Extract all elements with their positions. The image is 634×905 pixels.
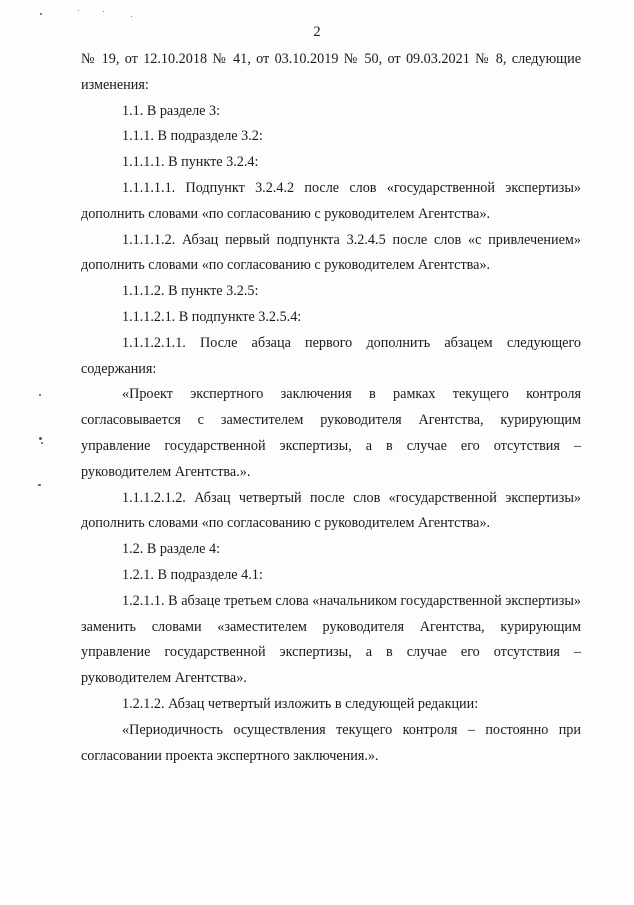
scan-speck bbox=[39, 394, 41, 396]
scan-speck bbox=[78, 10, 79, 11]
paragraph: 1.1.1.1.1. Подпункт 3.2.4.2 после слов «государственной экспертизы» дополнить словами «по согласованию с руководителем Агентства». bbox=[81, 179, 581, 222]
quoted-paragraph: «Проект экспертного заключения в рамках текущего контроля согласовывается с заместителем руководителя Агентства, курирующим управление государственной экспертизы, а в случае его отсутствия – руководителем Агентства.». bbox=[81, 386, 581, 480]
paragraph: 1.1.1.2. В пункте 3.2.5: bbox=[122, 283, 259, 300]
scan-speck bbox=[40, 13, 42, 15]
paragraph: 1.2.1.1. В абзаце третьем слова «начальником государственной экспертизы» заменить словами «заместителем руководителя Агентства, курирующим управление государственной экспертизы, а в случае его отсутствия – руководителем Агентства». bbox=[81, 592, 581, 687]
paragraph: 1.2.1. В подразделе 4.1: bbox=[122, 566, 263, 583]
paragraph: 1.1.1. В подразделе 3.2: bbox=[122, 128, 263, 145]
scan-speck bbox=[39, 437, 42, 440]
paragraph: 1.2. В разделе 4: bbox=[122, 541, 221, 558]
quoted-paragraph: «Периодичность осуществления текущего контроля – постоянно при согласовании проекта экспертного заключения.». bbox=[81, 721, 581, 764]
paragraph: 1.1.1.2.1.1. После абзаца первого дополнить абзацем следующего содержания: bbox=[81, 334, 581, 377]
scan-speck bbox=[38, 484, 41, 486]
scan-speck bbox=[131, 16, 132, 17]
paragraph: 1.1. В разделе 3: bbox=[122, 102, 221, 119]
scan-speck bbox=[41, 442, 43, 444]
paragraph: 1.1.1.1. В пункте 3.2.4: bbox=[122, 154, 259, 171]
page-number: 2 bbox=[313, 24, 321, 40]
paragraph: 1.2.1.2. Абзац четвертый изложить в следующей редакции: bbox=[122, 695, 479, 712]
paragraph: 1.1.1.2.1. В подпункте 3.2.5.4: bbox=[122, 308, 302, 325]
paragraph-intro: № 19, от 12.10.2018 № 41, от 03.10.2019 № 50, от 09.03.2021 № 8, следующие изменения: bbox=[81, 51, 581, 93]
scan-speck bbox=[103, 11, 104, 12]
paragraph: 1.1.1.1.2. Абзац первый подпункта 3.2.4.5 после слов «с привлечением» дополнить словами «по согласованию с руководителем Агентства». bbox=[81, 231, 581, 274]
paragraph: 1.1.1.2.1.2. Абзац четвертый после слов «государственной экспертизы» дополнить словами «по согласованию с руководителем Агентства». bbox=[81, 489, 581, 532]
document-body bbox=[81, 47, 581, 769]
